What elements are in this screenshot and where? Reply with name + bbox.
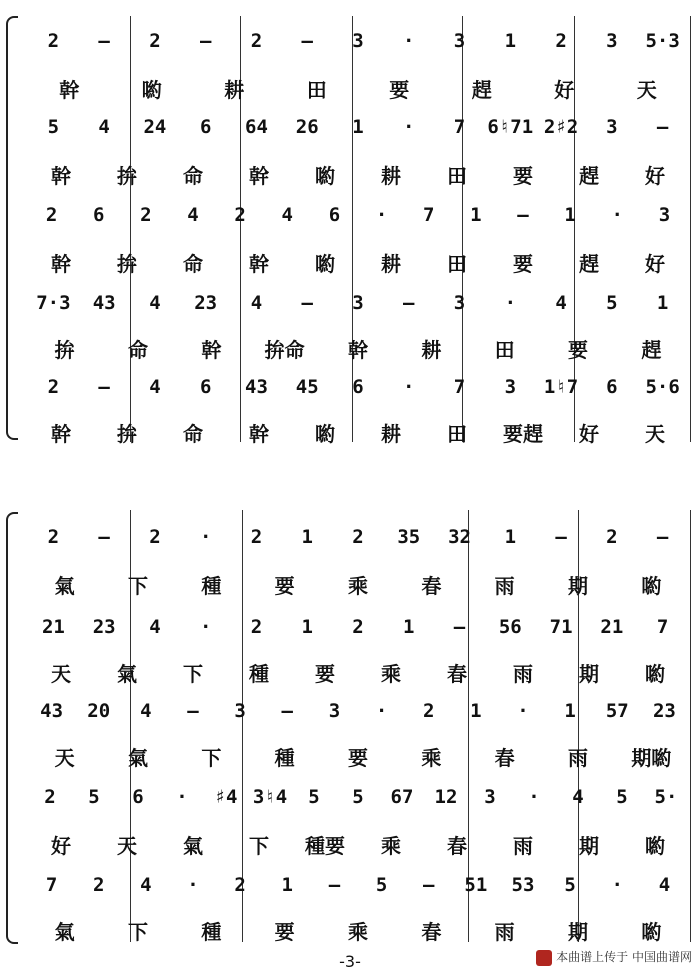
- lyrics-row: [20, 160, 692, 200]
- lyric-cell: 命: [183, 252, 203, 276]
- note-sequence: [20, 700, 692, 740]
- lyric-cell: 種要: [305, 834, 345, 858]
- lyric-cell: 趕: [471, 78, 492, 102]
- note-sequence: [20, 30, 692, 70]
- lyric-cell: 期喲: [631, 746, 672, 770]
- note-cell: 1♮7: [543, 376, 579, 398]
- note-cell: ·: [187, 874, 199, 896]
- lyric-sequence: [20, 830, 692, 870]
- lyric-cell: 氣: [54, 920, 75, 944]
- notation-row: [20, 526, 692, 566]
- lyric-cell: 好: [645, 252, 665, 276]
- note-cell: 4: [250, 292, 263, 314]
- lyrics-row: [20, 830, 692, 870]
- lyric-cell: 要: [389, 78, 410, 102]
- note-cell: 43: [245, 376, 268, 398]
- note-cell: ·: [403, 116, 415, 138]
- lyric-sequence: [20, 334, 692, 374]
- note-cell: 51: [464, 874, 488, 896]
- lyric-cell: 喲: [315, 252, 335, 276]
- lyric-cell: 天: [54, 746, 75, 770]
- note-cell: 7: [453, 116, 466, 138]
- page-number: -3-: [339, 952, 361, 971]
- note-cell: —: [98, 30, 110, 52]
- lyric-cell: 氣: [54, 574, 75, 598]
- lyric-cell: 耕: [421, 338, 442, 362]
- lyric-cell: 拚: [117, 164, 137, 188]
- lyric-cell: 種: [249, 662, 269, 686]
- notation-row: [20, 786, 692, 826]
- lyric-cell: 要: [347, 746, 368, 770]
- system-brace: [6, 16, 18, 440]
- note-cell: 2: [149, 30, 161, 52]
- lyric-cell: 天: [636, 78, 657, 102]
- lyric-cell: 氣: [117, 662, 137, 686]
- note-cell: 1: [564, 700, 576, 722]
- note-cell: ·: [176, 786, 188, 808]
- note-cell: 21: [600, 616, 624, 638]
- note-cell: 1: [504, 30, 517, 52]
- lyric-cell: 田: [447, 252, 467, 276]
- lyric-cell: 期: [579, 834, 599, 858]
- lyric-cell: 幹: [249, 164, 269, 188]
- note-cell: 5: [308, 786, 320, 808]
- note-cell: 2: [250, 526, 263, 548]
- note-cell: —: [555, 526, 567, 548]
- note-cell: 3: [234, 700, 246, 722]
- notation-row: [20, 376, 692, 416]
- note-cell: 7·3: [36, 292, 71, 314]
- lyric-cell: 幹: [51, 422, 71, 446]
- lyric-cell: 拚: [54, 338, 75, 362]
- note-cell: 1: [403, 616, 415, 638]
- note-cell: ·: [504, 292, 517, 314]
- note-cell: 1: [301, 526, 313, 548]
- lyric-cell: 雨: [567, 746, 588, 770]
- note-cell: —: [199, 30, 212, 52]
- note-cell: 5: [352, 786, 364, 808]
- note-cell: 5: [616, 786, 628, 808]
- lyric-sequence: [20, 742, 692, 782]
- note-cell: 67: [390, 786, 414, 808]
- note-cell: 5: [47, 116, 60, 138]
- lyric-cell: 要: [274, 574, 295, 598]
- note-cell: 2: [234, 874, 246, 896]
- note-cell: 7: [45, 874, 58, 896]
- lyric-cell: 耕: [381, 252, 401, 276]
- note-cell: 32: [448, 526, 471, 548]
- note-cell: 24: [143, 116, 167, 138]
- lyric-cell: 好: [554, 78, 575, 102]
- lyric-cell: 天: [51, 662, 71, 686]
- note-cell: —: [301, 292, 313, 314]
- note-cell: —: [328, 874, 341, 896]
- lyric-cell: 拚命: [264, 338, 305, 362]
- note-cell: 2: [606, 526, 618, 548]
- note-sequence: [20, 204, 692, 244]
- lyrics-row: [20, 74, 692, 114]
- lyric-cell: 期: [567, 920, 588, 944]
- note-cell: 2: [140, 204, 152, 226]
- note-sequence: [20, 874, 692, 914]
- site-logo-icon: [536, 950, 552, 966]
- note-cell: 56: [498, 616, 522, 638]
- lyrics-row: [20, 248, 692, 288]
- lyric-cell: 要趕: [503, 422, 543, 446]
- lyrics-row: [20, 570, 692, 610]
- notation-row: [20, 700, 692, 740]
- lyric-cell: 乘: [347, 920, 368, 944]
- note-cell: 45: [295, 376, 319, 398]
- score-system-1: [0, 0, 700, 446]
- note-cell: —: [98, 526, 110, 548]
- note-cell: 3: [352, 30, 364, 52]
- lyric-cell: 下: [201, 746, 222, 770]
- note-cell: —: [656, 526, 669, 548]
- lyric-cell: 命: [183, 164, 203, 188]
- lyric-sequence: [20, 248, 692, 288]
- note-cell: ·: [199, 526, 212, 548]
- note-cell: 57: [605, 700, 629, 722]
- note-cell: 6♮71: [487, 116, 534, 138]
- lyric-cell: 雨: [494, 574, 515, 598]
- note-cell: 43: [92, 292, 116, 314]
- note-cell: 4: [658, 874, 671, 896]
- note-cell: 1: [301, 616, 313, 638]
- note-cell: 64: [245, 116, 268, 138]
- note-cell: ·: [375, 204, 388, 226]
- lyric-cell: 趕: [579, 252, 599, 276]
- upload-watermark: [532, 948, 692, 966]
- note-cell: 2: [250, 30, 263, 52]
- lyric-cell: 下: [127, 920, 148, 944]
- lyric-cell: 田: [494, 338, 515, 362]
- note-cell: 6: [132, 786, 144, 808]
- lyric-cell: 乘: [381, 834, 401, 858]
- lyric-cell: 要: [315, 662, 335, 686]
- note-cell: 2: [47, 526, 60, 548]
- lyric-cell: 雨: [513, 662, 533, 686]
- lyric-cell: 期: [567, 574, 588, 598]
- lyric-cell: 要: [513, 252, 533, 276]
- notation-row: [20, 116, 692, 156]
- note-cell: 1: [656, 292, 669, 314]
- note-cell: 21: [41, 616, 65, 638]
- note-cell: 3♮4: [252, 786, 288, 808]
- system-brace: [6, 512, 18, 944]
- note-cell: 4: [149, 376, 161, 398]
- note-cell: 35: [397, 526, 421, 548]
- note-cell: 6: [606, 376, 618, 398]
- lyric-cell: 命: [127, 338, 148, 362]
- note-sequence: [20, 526, 692, 566]
- lyric-cell: 下: [249, 834, 269, 858]
- lyric-cell: 春: [494, 746, 515, 770]
- note-cell: 2: [47, 30, 60, 52]
- note-cell: 2: [422, 700, 435, 722]
- lyric-cell: 命: [183, 422, 203, 446]
- note-cell: 1: [352, 116, 364, 138]
- note-cell: 1: [281, 874, 293, 896]
- lyric-cell: 田: [447, 164, 467, 188]
- note-cell: ·: [611, 204, 623, 226]
- lyric-cell: 幹: [201, 338, 222, 362]
- lyric-cell: 氣: [183, 834, 203, 858]
- lyric-cell: 春: [421, 574, 442, 598]
- note-cell: 12: [434, 786, 458, 808]
- note-cell: 2: [47, 376, 60, 398]
- note-cell: 3: [453, 30, 466, 52]
- note-cell: 5·6: [645, 376, 680, 398]
- lyric-cell: 拚: [117, 252, 137, 276]
- note-cell: 2: [45, 204, 58, 226]
- lyric-cell: 期: [579, 662, 599, 686]
- lyric-cell: 春: [447, 834, 467, 858]
- lyric-cell: 幹: [51, 252, 71, 276]
- note-cell: ·: [403, 376, 415, 398]
- lyric-cell: 種: [201, 574, 222, 598]
- lyrics-row: [20, 658, 692, 698]
- note-cell: 1: [470, 700, 482, 722]
- note-cell: —: [453, 616, 466, 638]
- note-cell: 2: [44, 786, 56, 808]
- lyric-sequence: [20, 74, 692, 114]
- note-cell: ·: [199, 616, 212, 638]
- lyric-cell: 耕: [381, 164, 401, 188]
- lyric-cell: 田: [447, 422, 467, 446]
- note-cell: 2: [92, 874, 105, 896]
- lyric-cell: 喲: [641, 920, 662, 944]
- lyric-cell: 種: [274, 746, 295, 770]
- lyric-cell: 要: [513, 164, 533, 188]
- lyrics-row: [20, 418, 692, 458]
- note-sequence: [20, 616, 692, 656]
- note-cell: 2: [234, 204, 246, 226]
- lyrics-row: [20, 334, 692, 374]
- note-cell: 3: [352, 292, 364, 314]
- note-cell: ·: [375, 700, 388, 722]
- note-cell: 2: [352, 526, 364, 548]
- note-cell: 23: [92, 616, 116, 638]
- note-cell: 2: [352, 616, 364, 638]
- lyric-cell: 喲: [645, 662, 665, 686]
- note-cell: 53: [511, 874, 535, 896]
- note-cell: —: [281, 700, 293, 722]
- lyric-cell: 乘: [347, 574, 368, 598]
- note-cell: ·: [528, 786, 540, 808]
- lyric-cell: 雨: [494, 920, 515, 944]
- note-cell: 71: [549, 616, 573, 638]
- lyric-cell: 春: [421, 920, 442, 944]
- lyric-cell: 耕: [224, 78, 245, 102]
- lyric-cell: 下: [183, 662, 203, 686]
- note-cell: 2: [250, 616, 263, 638]
- lyric-cell: 幹: [51, 164, 71, 188]
- notation-row: [20, 874, 692, 914]
- lyric-cell: 好: [645, 164, 665, 188]
- note-cell: —: [656, 116, 669, 138]
- note-cell: 3: [484, 786, 496, 808]
- note-cell: ·: [517, 700, 529, 722]
- note-cell: 4: [140, 874, 152, 896]
- note-cell: ♯4: [214, 786, 238, 808]
- lyric-cell: 好: [51, 834, 71, 858]
- note-cell: 4: [187, 204, 199, 226]
- note-cell: 6: [92, 204, 105, 226]
- note-cell: 3: [504, 376, 517, 398]
- note-cell: 7: [453, 376, 466, 398]
- note-cell: 5: [375, 874, 388, 896]
- note-cell: 5·3: [645, 30, 680, 52]
- note-cell: 4: [98, 116, 110, 138]
- note-cell: 4: [149, 616, 161, 638]
- note-cell: 3: [328, 700, 341, 722]
- note-cell: 6: [352, 376, 364, 398]
- note-cell: 4: [149, 292, 161, 314]
- lyric-cell: 乘: [381, 662, 401, 686]
- note-sequence: [20, 116, 692, 156]
- note-cell: 2♯2: [543, 116, 579, 138]
- note-cell: 3: [453, 292, 466, 314]
- note-cell: 2: [149, 526, 161, 548]
- lyric-cell: 好: [579, 422, 599, 446]
- lyric-cell: 要: [274, 920, 295, 944]
- note-cell: 3: [658, 204, 671, 226]
- note-sequence: [20, 292, 692, 332]
- lyric-sequence: [20, 570, 692, 610]
- lyric-cell: 乘: [421, 746, 442, 770]
- note-cell: 7: [656, 616, 669, 638]
- lyric-cell: 趕: [579, 164, 599, 188]
- note-cell: ·: [403, 30, 415, 52]
- lyric-cell: 喲: [645, 834, 665, 858]
- score-system-2: [0, 504, 700, 944]
- note-cell: 43: [40, 700, 64, 722]
- lyric-cell: 幹: [249, 252, 269, 276]
- note-cell: 20: [87, 700, 111, 722]
- lyric-cell: 喲: [641, 574, 662, 598]
- lyric-cell: 幹: [59, 78, 80, 102]
- lyric-cell: 氣: [127, 746, 148, 770]
- lyric-cell: 雨: [513, 834, 533, 858]
- note-cell: 5·: [654, 786, 678, 808]
- note-cell: 4: [572, 786, 584, 808]
- lyric-cell: 幹: [249, 422, 269, 446]
- lyric-cell: 天: [645, 422, 665, 446]
- note-cell: 5: [606, 292, 618, 314]
- note-cell: 7: [422, 204, 435, 226]
- lyric-cell: 喲: [315, 164, 335, 188]
- note-cell: 2: [555, 30, 567, 52]
- lyric-cell: 喲: [315, 422, 335, 446]
- notation-row: [20, 292, 692, 332]
- lyrics-row: [20, 742, 692, 782]
- lyric-cell: 下: [127, 574, 148, 598]
- notation-row: [20, 616, 692, 656]
- notation-row: [20, 30, 692, 70]
- note-cell: —: [403, 292, 415, 314]
- note-cell: 26: [295, 116, 319, 138]
- note-cell: 6: [199, 116, 212, 138]
- lyric-cell: 喲: [141, 78, 162, 102]
- note-cell: 6: [328, 204, 341, 226]
- note-cell: 23: [194, 292, 218, 314]
- note-cell: 1: [470, 204, 482, 226]
- lyric-cell: 田: [306, 78, 327, 102]
- note-sequence: [20, 786, 692, 826]
- note-cell: —: [422, 874, 435, 896]
- lyric-cell: 種: [201, 920, 222, 944]
- note-cell: —: [98, 376, 110, 398]
- lyric-cell: 天: [117, 834, 137, 858]
- lyric-cell: 春: [447, 662, 467, 686]
- note-cell: 1: [504, 526, 517, 548]
- note-cell: 5: [564, 874, 576, 896]
- lyric-cell: 拚: [117, 422, 137, 446]
- notation-row: [20, 204, 692, 244]
- lyric-cell: 趕: [641, 338, 662, 362]
- note-cell: 3: [606, 116, 618, 138]
- note-cell: ·: [611, 874, 623, 896]
- note-cell: —: [517, 204, 529, 226]
- lyric-cell: 耕: [381, 422, 401, 446]
- note-cell: 6: [199, 376, 212, 398]
- lyric-sequence: [20, 160, 692, 200]
- note-cell: —: [187, 700, 199, 722]
- lyric-sequence: [20, 658, 692, 698]
- note-cell: 4: [555, 292, 567, 314]
- note-cell: 4: [140, 700, 152, 722]
- note-cell: 1: [564, 204, 576, 226]
- note-cell: 3: [606, 30, 618, 52]
- lyric-sequence: [20, 418, 692, 458]
- note-sequence: [20, 376, 692, 416]
- lyric-cell: 幹: [347, 338, 368, 362]
- note-cell: 23: [652, 700, 676, 722]
- note-cell: 4: [281, 204, 293, 226]
- lyric-cell: 要: [567, 338, 588, 362]
- note-cell: —: [301, 30, 313, 52]
- note-cell: 5: [88, 786, 100, 808]
- watermark-text: 本曲谱上传于 中国曲谱网: [556, 950, 692, 964]
